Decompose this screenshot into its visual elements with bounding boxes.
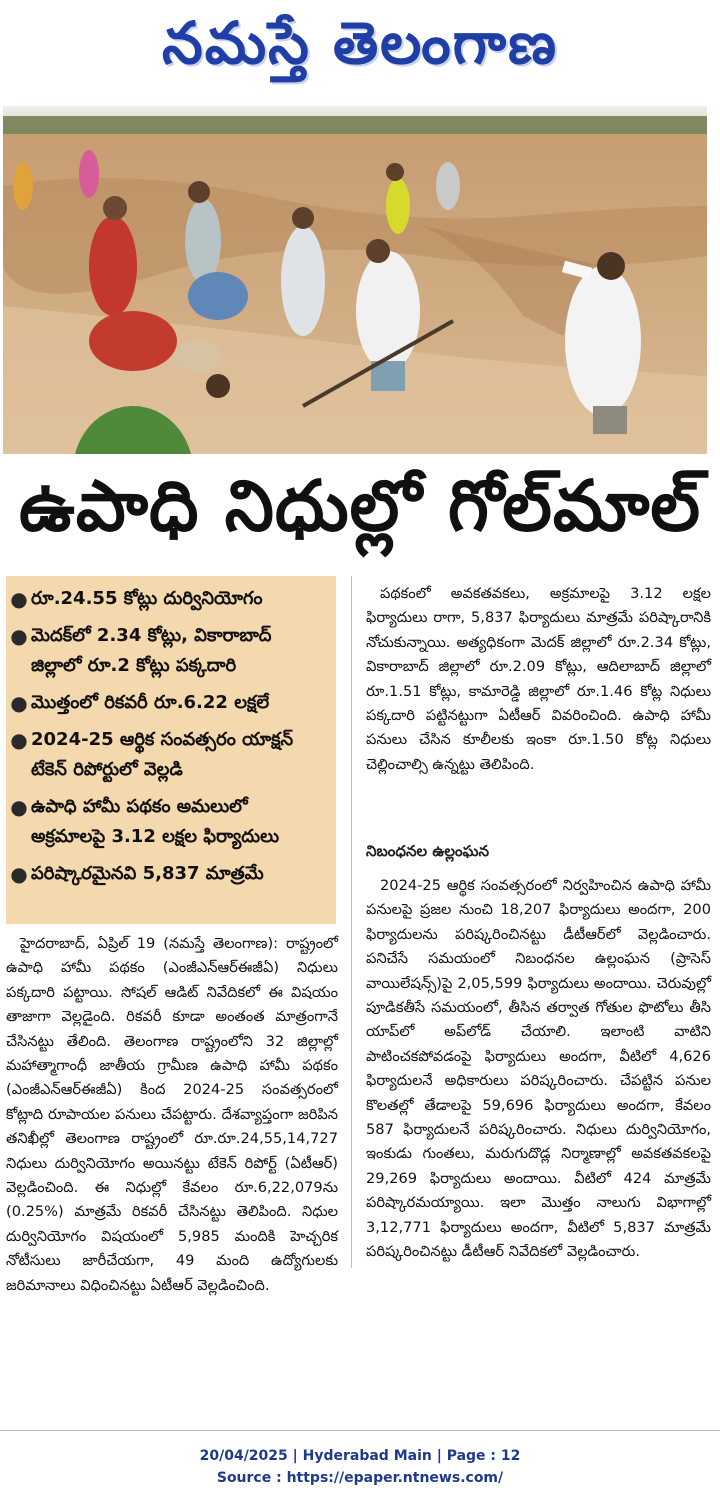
highlight-text: 2024-25 ఆర్థిక సంవత్సరం యాక్షన్ టేకెన్ రిపోర్టులో వెల్లడి <box>31 729 294 780</box>
article-right-column-bottom <box>366 874 711 1265</box>
highlight-text: పరిష్కారమైనవి 5,837 మాత్రమే <box>31 863 264 884</box>
bullet-icon: ● <box>10 587 28 611</box>
article-paragraph: పథకంలో అవకతవకలు, అక్రమాలపై 3.12 లక్షల ఫిర్యాదులు రాగా, 5,837 ఫిర్యాదులు మాత్రమే పరిష్కారానికి నోచుకున్నాయి. అత్యధికంగా మెదక్ జిల్లాలో రూ.2.34 కోట్లు, వికారాబాద్ జిల్లాలో రూ.2.09 కోట్లు, ఆదిలాబాద్ జిల్లాలో రూ.1.51 కోట్లు, కామారెడ్డి జిల్లాలో రూ.1.46 కోట్ల నిధులు పక్కదారి పట్టినట్టుగా ఏటీఆర్ వివరించింది. ఉపాధి హామీ పనులు చేసిన కూలీలకు ఇంకా రూ.1.50 కోట్ల నిధులు చెల్లించాల్సి ఉన్నట్టు తెలిపింది. <box>366 585 711 773</box>
highlight-item <box>10 725 328 785</box>
highlight-item <box>10 621 328 681</box>
headline <box>0 458 720 570</box>
article-right-column-top <box>366 582 711 777</box>
photo-image <box>3 106 707 454</box>
article-paragraph: హైదరాబాద్, ఏప్రిల్ 19 (నమస్తే తెలంగాణ): రాష్ట్రంలో ఉపాధి హామీ పథకం (ఎంజీఎన్‌ఆర్‌ఈజీఏ) నిధులు పక్కదారి పట్టాయి. సోషల్ ఆడిట్ నివేదికలో ఈ విషయం తాజాగా వెల్లడైంది. రికవరీ కూడా అంతంత మాత్రంగానే చేసినట్టు తేలింది. తెలంగాణ రాష్ట్రంలోని 32 జిల్లాల్లో మహాత్మాగాంధీ జాతీయ గ్రామీణ ఉపాధి హామీ పథకం (ఎంజీఎన్‌ఆర్‌ఈజీఏ) కింద 2024-25 సంవత్సరంలో కోట్లాది రూపాయల పనులు చేపట్టారు. దేశవ్యాప్తంగా జరిపిన తనిఖీల్లో తెలంగాణ రాష్ట్రంలో రూ.రూ.24,55,14,727 నిధులు దుర్వినియోగం అయినట్టు టేకెన్ రిపోర్ట్ (ఏటీఆర్) వెల్లడించింది. ఈ నిధుల్లో కేవలం రూ.6,22,079ను (0.25%) మాత్రమే రికవరీ చేసినట్టు తెలిపింది. నిధుల దుర్వినియోగం విషయంలో 5,985 మందికి హెచ్చరిక నోటీసులు జారీచేయగా, 49 మంది ఉద్యోగులకు జరిమానాలు విధించినట్టు ఏటీఆర్ వెల్లడించింది. <box>6 935 338 1294</box>
news-photo <box>3 106 707 454</box>
masthead-title: నమస్తే తెలంగాణ <box>162 8 558 77</box>
page-footer <box>0 1445 720 1489</box>
bullet-icon: ● <box>10 691 28 715</box>
bullet-icon: ● <box>10 728 28 752</box>
article-paragraph: 2024-25 ఆర్థిక సంవత్సరంలో నిర్వహించిన ఉపాధి హామీ పనులపై ప్రజల నుంచి 18,207 ఫిర్యాదులు అందగా, 200 ఫిర్యాదులను పరిష్కరించినట్టు డీటీఆర్‌లో వెల్లడించారు. పనిచేసే సమయంలో నిబంధనల ఉల్లంఘన (ప్రాసెస్ వాయిలేషన్స్)పై 2,05,599 ఫిర్యాదులు అందాయి. చెరువుల్లో పూడికతీసే సమయంలో, తీసిన తర్వాత గోతుల ఫొటోలు తీసి యాప్‌లో అప్‌లోడ్ చేయాలి. ఇలాంటి వాటిని పాటించకపోవడంపై ఫిర్యాదులు అందగా, వీటిలో 4,626 ఫిర్యాదులనే అధికారులు పరిష్కరించారు. చేపట్టిన పనుల కొలతల్లో తేడాలపై 59,696 ఫిర్యాదులు అందగా, కేవలం 587 ఫిర్యాదులనే పరిష్కరించారు. నిధులు దుర్వినియోగం, ఇంకుడు గుంతలు, మరుగుదొడ్ల నిర్మాణాల్లో అవకతవకలపై 29,269 ఫిర్యాదులు అందాయి. వీటిలో 424 మాత్రమే పరిష్కారమయ్యాయి. ఇలా మొత్తం నాలుగు విభాగాల్లో 3,12,771 ఫిర్యాదులు అందగా, వీటిలో 5,837 మాత్రమే పరిష్కరించినట్టు డీటీఆర్ నివేదికలో వెల్లడించారు. <box>366 877 711 1261</box>
footer-edition-line: 20/04/2025 | Hyderabad Main | Page : 12 <box>199 1448 521 1464</box>
highlight-item <box>10 584 328 614</box>
article-left-column <box>6 932 338 1298</box>
highlight-text: రూ.24.55 కోట్లు దుర్వినియోగం <box>31 588 263 609</box>
bullet-icon: ● <box>10 862 28 886</box>
highlight-item <box>10 688 328 718</box>
masthead <box>0 0 720 100</box>
highlight-text: మొత్తంలో రికవరీ రూ.6.22 లక్షలే <box>31 692 270 713</box>
bullet-icon: ● <box>10 624 28 648</box>
highlights-box <box>6 576 336 924</box>
bullet-icon: ● <box>10 795 28 819</box>
highlight-item <box>10 792 328 852</box>
footer-source-line[interactable]: Source : https://epaper.ntnews.com/ <box>216 1470 504 1486</box>
highlight-text: ఉపాధి హామీ పథకం అమలులో అక్రమాలపై 3.12 లక్షల ఫిర్యాదులు <box>31 796 280 847</box>
headline-text: ఉపాధి నిధుల్లో గోల్‌మాల్ <box>18 464 702 547</box>
footer-rule <box>0 1430 720 1431</box>
highlight-text: మెదక్‌లో 2.34 కోట్లు, వికారాబాద్ జిల్లాలో రూ.2 కోట్లు పక్కదారి <box>31 625 272 676</box>
highlight-item <box>10 859 328 889</box>
article-subheading: నిబంధనల ఉల్లంఘన <box>366 842 489 860</box>
column-divider <box>351 576 352 1268</box>
